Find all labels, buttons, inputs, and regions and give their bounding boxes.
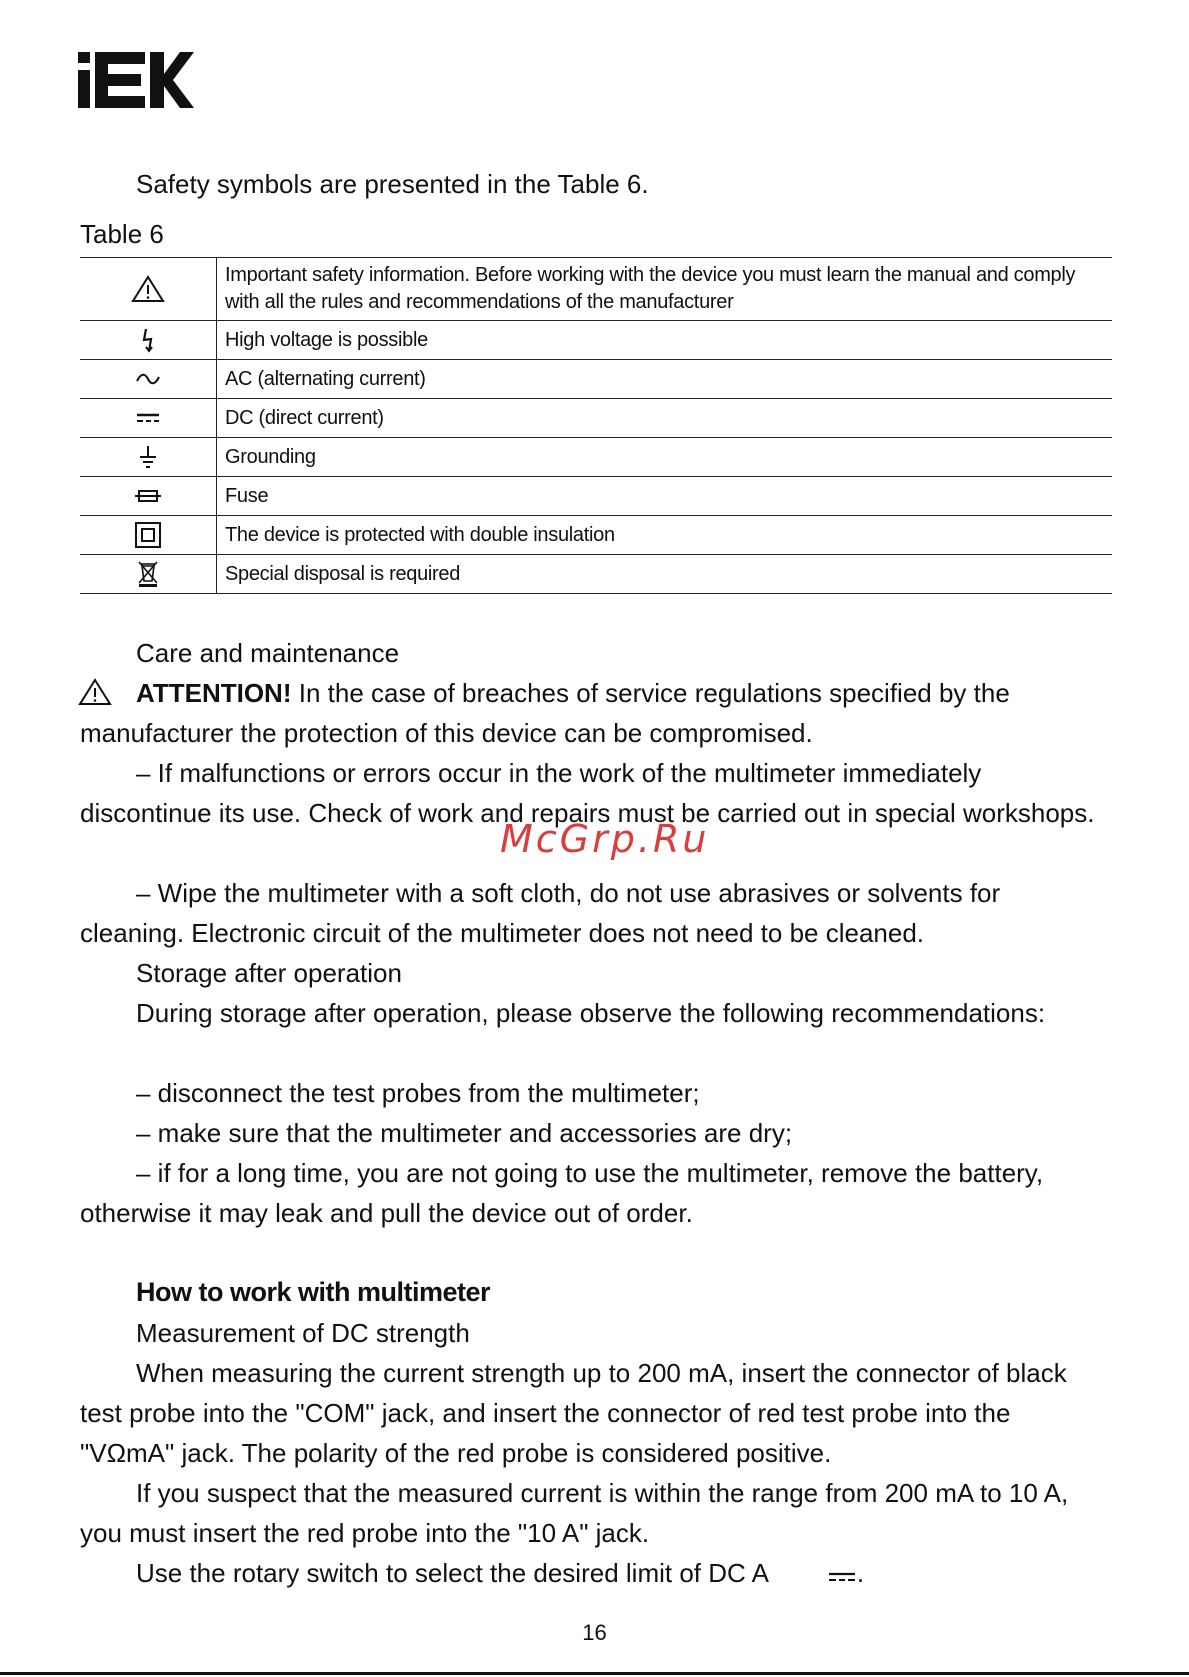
- high-voltage-icon: [140, 327, 156, 353]
- symbol-cell: [80, 516, 217, 555]
- table-row: [80, 477, 1112, 516]
- storage-item-3: – if for a long time, you are not going to use the multimeter, remove the battery, otherwise it may leak and pull the device out of order.: [80, 1158, 1044, 1228]
- howto-subtitle: Measurement of DC strength: [136, 1318, 470, 1348]
- safety-symbols-table: [80, 257, 1112, 594]
- table-row: [80, 321, 1112, 360]
- attention-label: ATTENTION!: [136, 678, 292, 708]
- table-row: [80, 258, 1112, 321]
- care-title: Care and maintenance: [136, 638, 400, 668]
- symbol-cell: [80, 438, 217, 477]
- symbol-description: Important safety information. Before working with the device you must learn the manual and comply with all the rules and recommendations of the manufacturer: [217, 258, 1113, 321]
- symbol-cell: [80, 555, 217, 594]
- symbol-description: High voltage is possible: [217, 321, 1113, 360]
- table-row: [80, 399, 1112, 438]
- warning-triangle-icon: [131, 275, 165, 303]
- disposal-icon: [136, 560, 160, 588]
- care-item-1: – If malfunctions or errors occur in the work of the multimeter immediately discontinue its use. Check of work and repairs must be carried out in special workshops.: [80, 758, 1095, 828]
- table-row: [80, 360, 1112, 399]
- dc-icon: [771, 1555, 857, 1595]
- storage-title: Storage after operation: [136, 958, 402, 988]
- symbol-description: AC (alternating current): [217, 360, 1113, 399]
- storage-item-1: – disconnect the test probes from the multimeter;: [136, 1078, 700, 1108]
- care-item-2: – Wipe the multimeter with a soft cloth, do not use abrasives or solvents for cleaning. Electronic circuit of the multimeter does not need to be cleaned.: [80, 878, 1001, 948]
- symbol-description: DC (direct current): [217, 399, 1113, 438]
- ac-icon: [135, 370, 161, 388]
- watermark: McGrp.Ru: [500, 817, 710, 861]
- symbol-cell: [80, 321, 217, 360]
- ground-icon: [138, 444, 158, 470]
- page-number: 16: [582, 1620, 607, 1645]
- symbol-cell: [80, 477, 217, 516]
- attention-paragraph: [80, 673, 1110, 753]
- howto-paragraph-3-text: Use the rotary switch to select the desired limit of DC A: [136, 1558, 769, 1588]
- howto-paragraph-1: When measuring the current strength up to 200 mA, insert the connector of black test probe into the "COM" jack, and insert the connector of red test probe into the "VΩmA" jack. The polarity of the red probe is considered positive.: [80, 1358, 1067, 1468]
- symbol-description: The device is protected with double insulation: [217, 516, 1113, 555]
- howto-paragraph-3-end: .: [856, 1558, 865, 1588]
- storage-intro: During storage after operation, please observe the following recommendations:: [136, 998, 1046, 1028]
- iek-logo: [78, 52, 194, 113]
- double-insulation-icon: [134, 521, 162, 549]
- table-caption: Table 6: [80, 219, 164, 249]
- intro-text: Safety symbols are presented in the Table 6.: [136, 169, 649, 199]
- symbol-cell: [80, 258, 217, 321]
- table-row: [80, 516, 1112, 555]
- symbol-description: Special disposal is required: [217, 555, 1113, 594]
- storage-item-2: – make sure that the multimeter and accessories are dry;: [136, 1118, 793, 1148]
- bottom-rule: [0, 1672, 1189, 1675]
- attention-text: In the case of breaches of service regulations specified by the manufacturer the protection of this device can be compromised.: [80, 678, 1010, 748]
- symbol-description: Fuse: [217, 477, 1113, 516]
- table-row: [80, 438, 1112, 477]
- symbol-description: Grounding: [217, 438, 1113, 477]
- fuse-icon: [135, 489, 161, 503]
- howto-paragraph-2: If you suspect that the measured current is within the range from 200 mA to 10 A, you must insert the red probe into the "10 A" jack.: [80, 1478, 1069, 1548]
- table-row: [80, 555, 1112, 594]
- section-heading: How to work with multimeter: [136, 1277, 491, 1307]
- symbol-cell: [80, 399, 217, 438]
- howto-paragraph-3: [80, 1553, 1110, 1595]
- dc-icon: [135, 411, 161, 425]
- symbol-cell: [80, 360, 217, 399]
